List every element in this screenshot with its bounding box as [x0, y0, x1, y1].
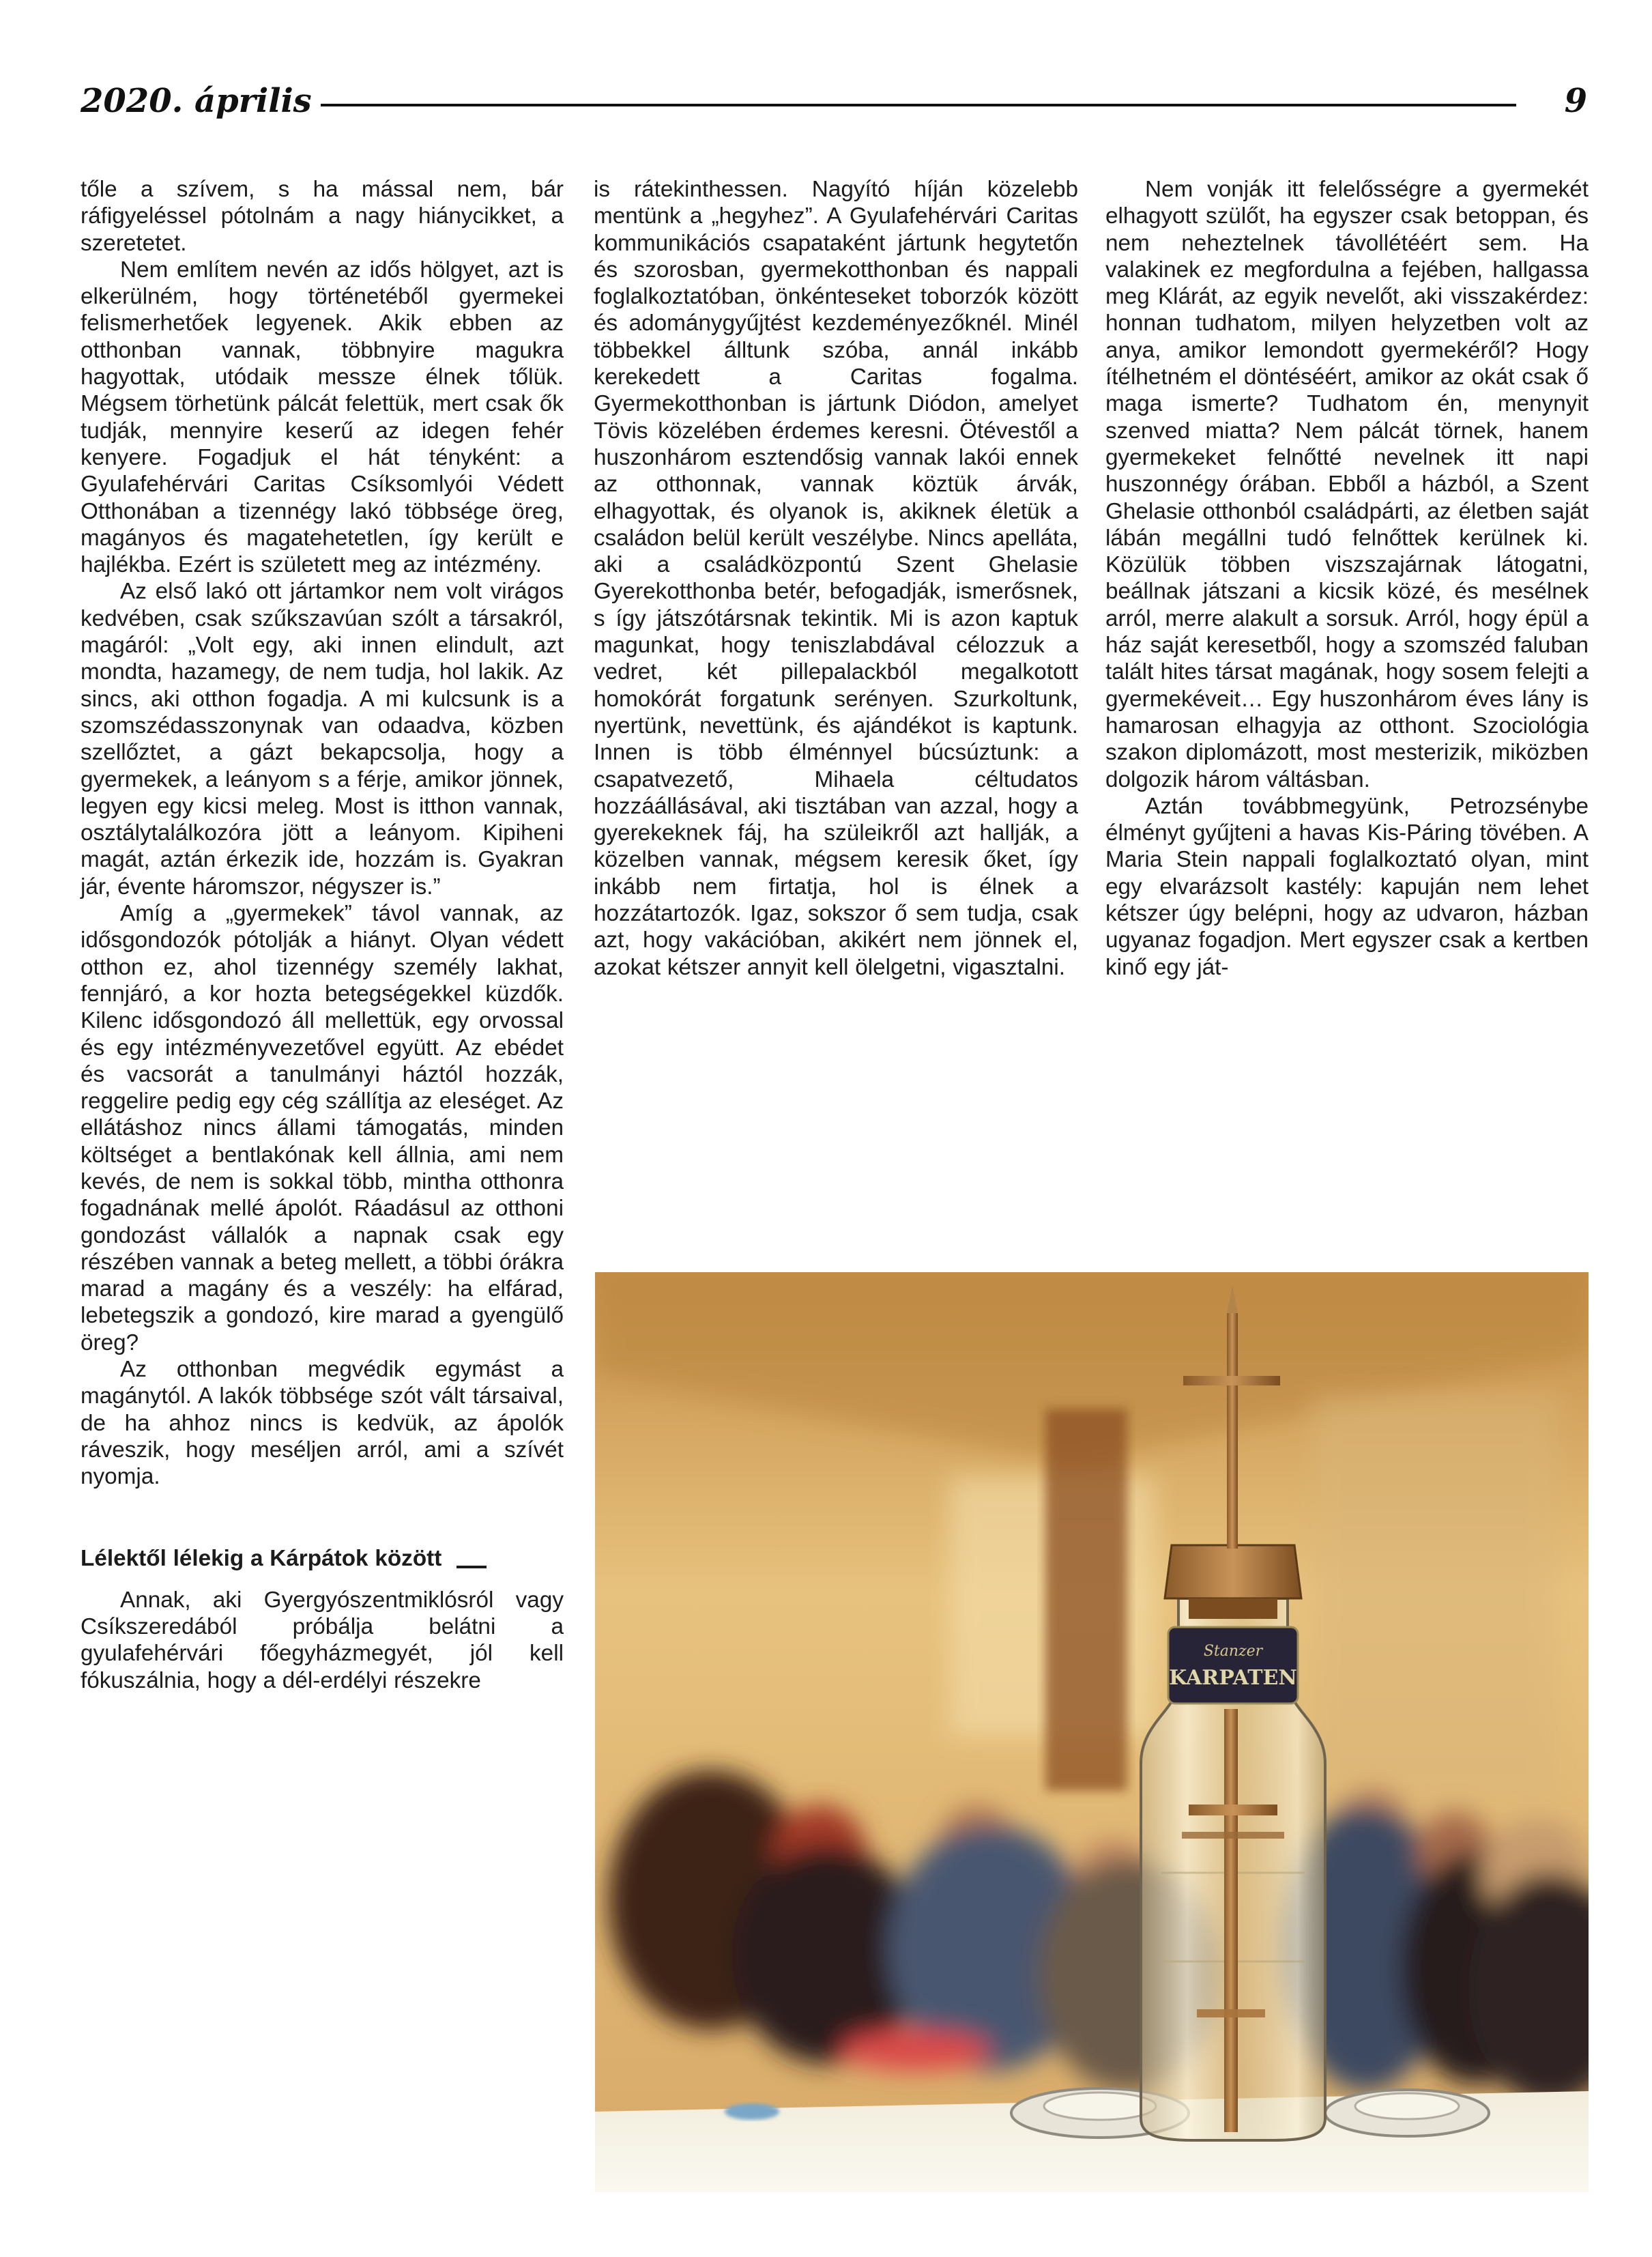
header-rule — [321, 104, 1516, 106]
subheading-text: Lélektől lélekig a Kárpátok között — [81, 1545, 442, 1571]
right-wall — [1312, 1395, 1557, 1805]
issue-date: 2020. április — [81, 82, 312, 120]
subheading-rule — [457, 1566, 487, 1568]
wooden-door — [1045, 1409, 1127, 1791]
section-subheading — [81, 1545, 564, 1572]
article-photo — [595, 1272, 1589, 2192]
page-number: 9 — [1564, 82, 1587, 120]
paragraph: Annak, aki Gyergyószentmiklósról vagy Csíkszeredából próbálja belátni a gyulafehérvári főegyházmegyét, jól kell fókuszálnia, hogy a dél-erdélyi részekre — [81, 1587, 564, 1693]
paragraph: is rátekinthessen. Nagyító híján közelebb mentünk a „hegyhez”. A Gyulafehérvári Caritas kommunikációs csapataként jártunk hegytetőn és szorosban, gyermekotthonban és nappali foglalkoztatóban, önkénteseket toborzók között és adománygyűjtést kezdeményezőknél. Minél többekkel álltunk szóba, annál inkább kerekedett a Caritas fogalma. Gyermekotthonban is jártunk Diódon, amelyet Tövis közelében érdemes keresni. Ötévestől a huszonhárom esztendősig vannak lakói ennek az otthonnak, vannak köztük árvák, elhagyottak, és olyanok is, akiknek életük a családon belül került veszélybe. Nincs apelláta, aki a családközpontú Szent Ghelasie Gyerekotthonba betér, befogadják, ismerősnek, s így játszótársnak tekintik. Mi is azon kaptuk magunkat, hogy teniszlabdával célozzuk a vedret, két pillepalackból megalkotott homokórát forgatunk serényen. Szurkoltunk, nyertünk, nevettünk, és ajándékot is kaptunk. Innen is több élménnyel búcsúztunk: a csapatvezető, Mihaela céltudatos hozzáállásával, aki tisztában van azzal, hogy a gyerekeknek fáj, ha szüleikről azt hallják, a közelben vannak, mégsem keresik őket, így inkább nem firtatja, hol is élnek a hozzátartozók. Igaz, sokszor ő sem tudja, csak azt, hogy vakációban, akikért nem jönnek el, azokat kétszer annyit kell ölelgetni, vigasztalni. — [594, 177, 1078, 980]
candle-holder-right — [1325, 2090, 1489, 2136]
paragraph: Amíg a „gyermekek” távol vannak, az idősgondozók pótolják a hiányt. Olyan védett otthon ez, ahol tizennégy személy lakhat, fennjáró, a kor hozta betegségekkel küzdők. Kilenc idősgondozó áll mellettük, egy orvossal és egy intézményvezetővel együtt. Az ebédet és vacsorát a tanulmányi háztól hozzák, reggelire pedig egy cég szállítja az eleséget. Az ellátáshoz nincs állami támogatás, minden költséget a bentlakónak kell állnia, ami nem kevés, de nem is sokkal több, mintha otthonra fogadnának mellé ápolót. Ráadásul az otthoni gondozást vállalók a napnak csak egy részében vannak a beteg mellett, a többi órákra marad a magány és a veszély: ha elfárad, lebetegszik a gondozó, kire marad a gyengülő öreg? — [81, 901, 564, 1355]
bottle-label-text: KARPATEN — [1169, 1666, 1297, 1690]
photo-illustration — [595, 1272, 1589, 2192]
paragraph: Nem említem nevén az idős hölgyet, azt is elkerülném, hogy történetéből gyermekei felismerhetőek legyenek. Akik ebben az otthonban vannak, többnyire magukra hagyottak, utódaik messze élnek tőlük. Mégsem törhetünk pálcát felettük, mert csak ők tudják, mennyire keserű az idegen fehér kenyere. Fogadjuk el hát tényként: a Gyulafehérvári Caritas Csíksomlyói Védett Otthonában a tizennégy lakó többsége öreg, magányos és magatehetetlen, így került e hajlékba. Ezért is született meg az intézmény. — [81, 257, 564, 578]
paragraph: Az otthonban megvédik egymást a magánytól. A lakók többsége szót vált társaival, de ha ahhoz nincs is kedvük, az ápolók ráveszik, hogy meséljen arról, ami a szívét nyomja. — [81, 1357, 564, 1490]
paragraph: Aztán továbbmegyünk, Petrozsénybe élményt gyűjteni a havas Kis-Páring tövében. A Maria Stein nappali foglalkoztató olyan, mint egy elvarázsolt kastély: kapuján nem lehet kétszer úgy belépni, hogy az udvaron, házban ugyanaz fogadjon. Mert egyszer csak a kertben kinő egy ját- — [1105, 793, 1589, 980]
paragraph: Az első lakó ott jártamkor nem volt virágos kedvében, csak szűkszavúan szólt a társakról, magáról: „Volt egy, aki innen elindult, azt mondta, hazamegy, de nem tudja, hol lakik. Az sincs, aki otthon fogadja. A mi kulcsunk is a szomszédasszonynak van odaadva, közben szellőztet, a gázt bekapcsolja, hogy a gyermekek, a leányom s a férje, amikor jönnek, legyen egy kicsi meleg. Most is itthon vannak, osztálytalálkozóra jött a leányom. Kipiheni magát, aztán érkezik ide, hozzám is. Gyakran jár, évente háromszor, négyszer is.” — [81, 579, 564, 900]
bottle-brand-text: Stanzer — [1203, 1643, 1263, 1660]
text-column-3 — [1105, 176, 1589, 1256]
blue-object — [725, 2103, 779, 2120]
paragraph: tőle a szívem, s ha mással nem, bár ráfigyeléssel pótolnám a nagy hiánycikket, a szeretetet. — [81, 177, 564, 256]
bottle-label — [1168, 1627, 1298, 1703]
text-column-2 — [594, 176, 1078, 1256]
paragraph: Nem vonják itt felelősségre a gyermekét elhagyott szülőt, ha egyszer csak betoppan, és nem neheztelnek távollétéért sem. Ha valakinek ez megfordulna a fejében, hallgassa meg Klárát, az egyik nevelőt, aki visszakérdez: honnan tudhatom, milyen helyzetben volt az anya, amikor lemondott gyermekéről? Hogy ítélhetném el döntéséért, amikor az okát csak ő maga ismerte? Tudhatom én, menynyit szenved miatta? Nem pálcát törnek, hanem gyermekeket felnőtté nevelnek itt napi huszonnégy órában. Ebből a házból, a Szent Ghelasie otthonból családpárti, az életben saját lábán megállni tudó felnőttek kerülnek ki. Közülük többen viszszajárnak látogatni, beállnak játszani a kicsik közé, és mesélnek arról, merre alakult a sorsuk. Arról, hogy épül a ház saját keresetből, hogy a szomszéd faluban talált hites társat magának, hogy sosem felejti a gyermekéveit… Egy huszonhárom éves lány is hamarosan elhagyja az otthont. Szociológia szakon diplomázott, most mesterizik, miközben dolgozik három váltásban. — [1105, 177, 1589, 792]
text-column-1 — [81, 176, 564, 1694]
